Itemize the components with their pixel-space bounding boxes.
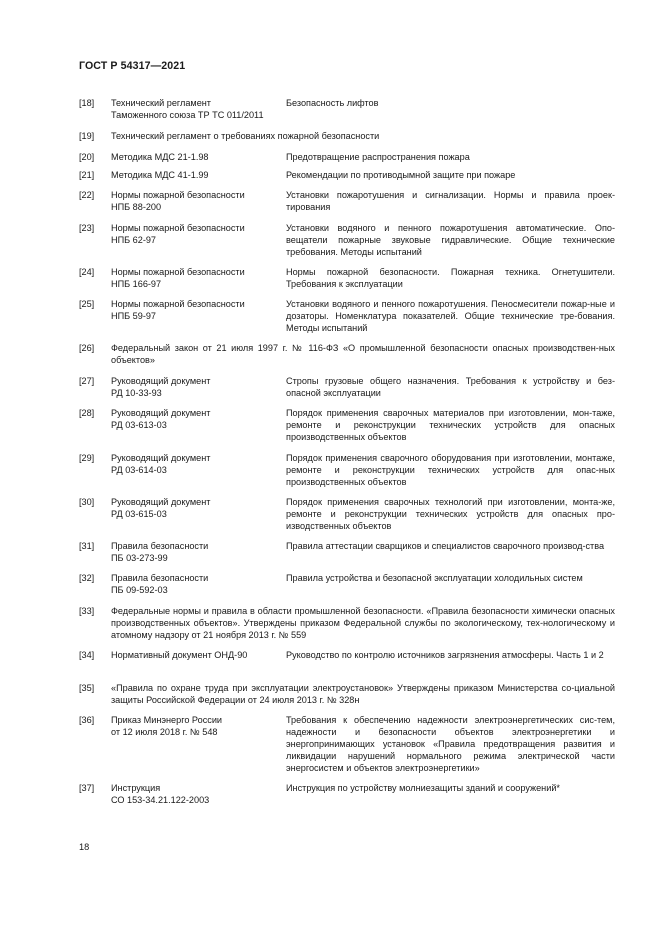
entry-source: Методика МДС 21-1.98 bbox=[111, 152, 209, 162]
entry-title: Требования к обеспечению надежности электроэнергетических сис-тем, надежности и безопасности объектов электроэнергетики и энергопринимающих установок «Правила предотвращения развития и ликвидации нарушений нормального режима электрической части энергосистем и объектов электроэнергетики» bbox=[286, 715, 615, 773]
entry-number: [29] bbox=[79, 453, 95, 463]
entry-source: Нормы пожарной безопасности НПБ 166-97 bbox=[111, 267, 245, 289]
entry-title: Рекомендации по противодымной защите при пожаре bbox=[286, 170, 516, 180]
entry-number: [34] bbox=[79, 650, 95, 660]
entry-number: [26] bbox=[79, 343, 95, 353]
entry-title: Безопасность лифтов bbox=[286, 98, 379, 108]
entry-source: Приказ Минэнерго России от 12 июля 2018 г. № 548 bbox=[111, 715, 223, 737]
entry-title: Порядок применения сварочных технологий при изготовлении, монта-же, ремонте и реконструкции технических устройств для опасных про-изводственных объектов bbox=[286, 497, 615, 531]
entry-number: [25] bbox=[79, 299, 95, 309]
entry-title: Порядок применения сварочного оборудования при изготовлении, монтаже, ремонте и реконструкции технических устройств для опас-ных производственных объектов bbox=[286, 453, 615, 487]
entry-number: [31] bbox=[79, 541, 95, 551]
entry-number: [30] bbox=[79, 497, 95, 507]
entry-title: Правила аттестации сварщиков и специалистов сварочного производ-ства bbox=[286, 541, 605, 551]
entry-source: Руководящий документ РД 10-33-93 bbox=[111, 376, 211, 398]
entry-source: Руководящий документ РД 03-613-03 bbox=[111, 408, 211, 430]
entry-number: [19] bbox=[79, 131, 95, 141]
entry-number: [32] bbox=[79, 573, 95, 583]
entry-number: [36] bbox=[79, 715, 95, 725]
entry-title: Порядок применения сварочных материалов при изготовлении, мон-таже, ремонте и реконструкции технических устройств для опасных производственных объектов bbox=[286, 408, 615, 442]
entry-source: Руководящий документ РД 03-614-03 bbox=[111, 453, 211, 475]
entry-source: Методика МДС 41-1.99 bbox=[111, 170, 209, 180]
entry-title: Правила устройства и безопасной эксплуатации холодильных систем bbox=[286, 573, 583, 583]
entry-title: Установки водяного и пенного пожаротушения. Пеносмесители пожар-ные и дозаторы. Номенклатура показателей. Общие технические тре-бования. Методы испытаний bbox=[286, 299, 615, 333]
entry-number: [20] bbox=[79, 152, 95, 162]
entry-title: Установки пожаротушения и сигнализации. Нормы и правила проек-тирования bbox=[286, 190, 615, 212]
entry-text: Технический регламент о требованиях пожарной безопасности bbox=[111, 131, 380, 141]
document-header: ГОСТ Р 54317—2021 bbox=[79, 60, 186, 72]
entry-source: Правила безопасности ПБ 09-592-03 bbox=[111, 573, 209, 595]
entry-title: Предотвращение распространения пожара bbox=[286, 152, 470, 162]
entry-number: [27] bbox=[79, 376, 95, 386]
entry-source: Нормативный документ ОНД-90 bbox=[111, 650, 248, 660]
entry-number: [37] bbox=[79, 783, 95, 793]
entry-title: Инструкция по устройству молниезащиты зданий и сооружений* bbox=[286, 783, 560, 793]
entry-source: Нормы пожарной безопасности НПБ 59-97 bbox=[111, 299, 245, 321]
entry-source: Инструкция СО 153-34.21.122-2003 bbox=[111, 783, 210, 805]
entry-title: Руководство по контролю источников загрязнения атмосферы. Часть 1 и 2 bbox=[286, 650, 604, 660]
entry-source: Правила безопасности ПБ 03-273-99 bbox=[111, 541, 209, 563]
entry-number: [18] bbox=[79, 98, 95, 108]
entry-source: Технический регламент Таможенного союза ТР ТС 011/2011 bbox=[111, 98, 264, 120]
entry-title: Стропы грузовые общего назначения. Требования к устройству и без-опасной эксплуатации bbox=[286, 376, 615, 398]
entry-source: Нормы пожарной безопасности НПБ 88-200 bbox=[111, 190, 245, 212]
entry-number: [22] bbox=[79, 190, 95, 200]
entry-text: Федеральные нормы и правила в области промышленной безопасности. «Правила безопасности химически опасных производственных объектов». Утверждены приказом Федеральной службы по экологическому, тех-нологическому и атомному надзору от 21 ноября 2013 г. № 559 bbox=[111, 606, 615, 640]
page-number: 18 bbox=[79, 842, 90, 852]
entry-number: [24] bbox=[79, 267, 95, 277]
entry-title: Нормы пожарной безопасности. Пожарная техника. Огнетушители. Требования к эксплуатации bbox=[286, 267, 615, 289]
entry-source: Руководящий документ РД 03-615-03 bbox=[111, 497, 211, 519]
entry-number: [33] bbox=[79, 606, 95, 616]
entry-text: «Правила по охране труда при эксплуатации электроустановок» Утверждены приказом Министерства со-циальной защиты Российской Федерации от 24 июля 2013 г. № 328н bbox=[111, 683, 615, 705]
entry-number: [23] bbox=[79, 223, 95, 233]
entry-source: Нормы пожарной безопасности НПБ 62-97 bbox=[111, 223, 245, 245]
entry-number: [21] bbox=[79, 170, 95, 180]
entry-text: Федеральный закон от 21 июля 1997 г. № 116-ФЗ «О промышленной безопасности опасных производствен-ных объектов» bbox=[111, 343, 615, 365]
entry-title: Установки водяного и пенного пожаротушения автоматические. Опо-вещатели пожарные звуковые гидравлические. Общие технические требования. Методы испытаний bbox=[286, 223, 615, 257]
entry-number: [28] bbox=[79, 408, 95, 418]
entry-number: [35] bbox=[79, 683, 95, 693]
